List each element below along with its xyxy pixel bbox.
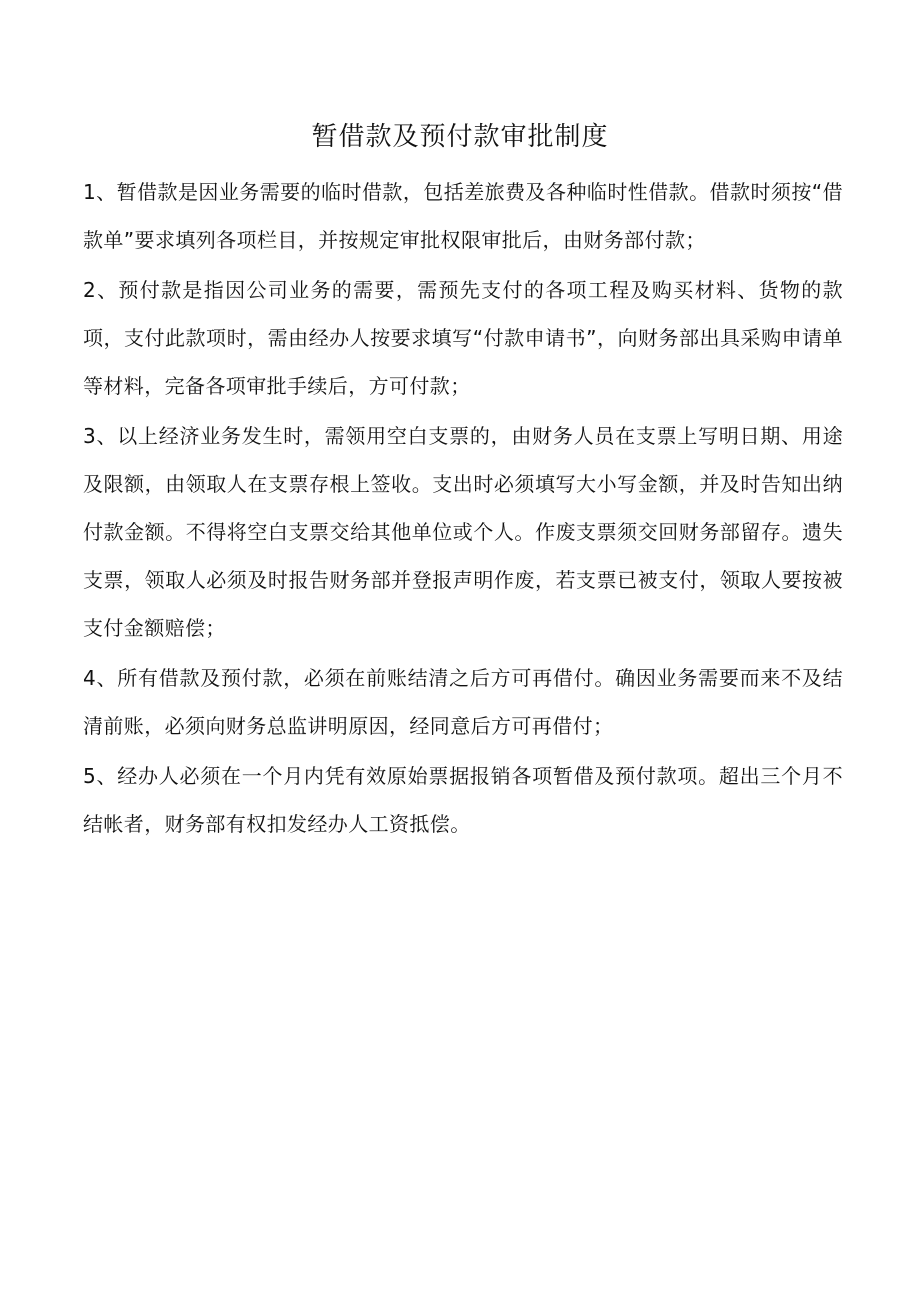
document-title: 暂借款及预付款审批制度: [311, 122, 609, 152]
clause-4: 4、所有借款及预付款，必须在前账结清之后方可再借付。确因业务需要而来不及结清前账，必须向财务总监讲明原因，经同意后方可再借付；: [83, 666, 843, 738]
clause-5: 5、经办人必须在一个月内凭有效原始票据报销各项暂借及预付款项。超出三个月不结帐者，财务部有权扣发经办人工资抵偿。: [83, 764, 843, 836]
document-body: [83, 168, 843, 850]
clause-3: 3、以上经济业务发生时，需领用空白支票的，由财务人员在支票上写明日期、用途及限额，由领取人在支票存根上签收。支出时必须填写大小写金额，并及时告知出纳付款金额。不得将空白支票交给其他单位或个人。作废支票须交回财务部留存。遗失支票，领取人必须及时报告财务部并登报声明作废，若支票已被支付，领取人要按被支付金额赔偿；: [83, 424, 843, 640]
clause-1: 1、暂借款是因业务需要的临时借款，包括差旅费及各种临时性借款。借款时须按“借款单”要求填列各项栏目，并按规定审批权限审批后，由财务部付款；: [83, 180, 843, 252]
clause-2: 2、预付款是指因公司业务的需要，需预先支付的各项工程及购买材料、货物的款项，支付此款项时，需由经办人按要求填写“付款申请书”，向财务部出具采购申请单等材料，完备各项审批手续后，方可付款；: [83, 278, 843, 398]
